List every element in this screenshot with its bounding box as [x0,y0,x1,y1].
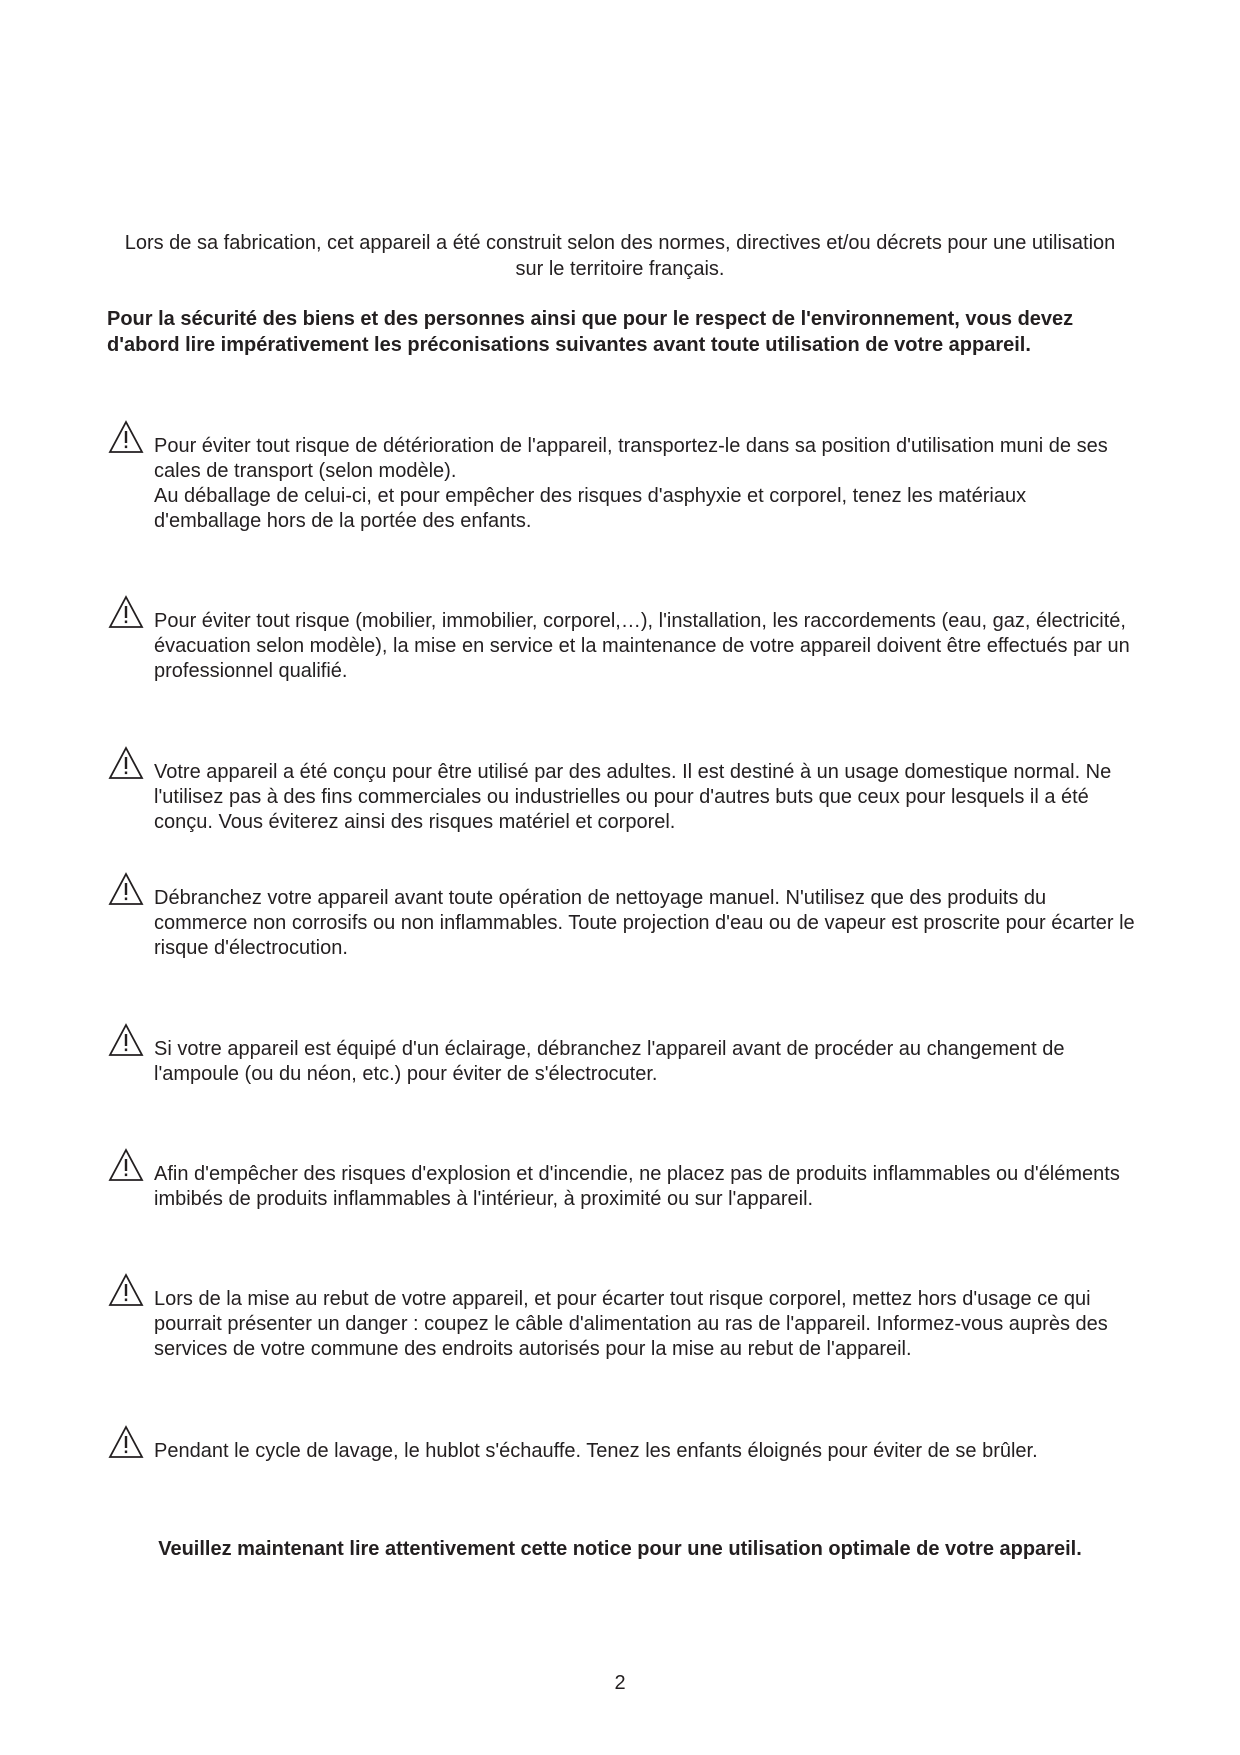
warning-item [108,1287,1138,1362]
warning-item [108,886,1138,961]
safety-intro-text: Pour la sécurité des biens et des personnes ainsi que pour le respect de l'environnement, vous devez d'abord lire impérativement les préconisations suivantes avant toute utilisation de votre appareil. [107,308,1074,356]
warning-paragraph: Afin d'empêcher des risques d'explosion et d'incendie, ne placez pas de produits inflammables ou d'éléments imbibés de produits inflammables à l'intérieur, à proximité ou sur l'appareil. [154,1163,1120,1210]
intro-text: Lors de sa fabrication, cet appareil a été construit selon des normes, directives et/ou décrets pour une utilisation sur le territoire français. [124,232,1116,280]
warning-triangle-icon [108,1023,144,1057]
warning-item [108,1037,1138,1087]
warning-paragraph: Lors de la mise au rebut de votre appareil, et pour écarter tout risque corporel, mettez hors d'usage ce qui pourrait présenter un danger : coupez le câble d'alimentation au ras de l'appareil. Informez-vous auprès des services de votre commune des endroits autorisés pour la mise au rebut de l'appareil. [154,1288,1108,1360]
warning-triangle-icon [108,420,144,454]
warning-triangle-icon [108,872,144,906]
warning-paragraph: Pendant le cycle de lavage, le hublot s'échauffe. Tenez les enfants éloignés pour éviter de se brûler. [154,1440,1038,1462]
warning-paragraph: Pour éviter tout risque (mobilier, immobilier, corporel,…), l'installation, les raccordements (eau, gaz, électricité, évacuation selon modèle), la mise en service et la maintenance de votre appareil doivent être effectués par un professionnel qualifié. [154,610,1130,682]
page-number: 2 [614,1672,626,1694]
warning-item [108,1162,1138,1212]
warning-paragraph: Pour éviter tout risque de détérioration de l'appareil, transportez-le dans sa position d'utilisation muni de ses cales de transport (selon modèle). [154,435,1108,482]
warning-paragraph: Débranchez votre appareil avant toute opération de nettoyage manuel. N'utilisez que des produits du commerce non corrosifs ou non inflammables. Toute projection d'eau ou de vapeur est proscrite pour écarter le risque d'électrocution. [154,887,1135,959]
warning-paragraph: Au déballage de celui-ci, et pour empêcher des risques d'asphyxie et corporel, tenez les matériaux d'emballage hors de la portée des enfants. [154,485,1027,532]
warning-triangle-icon [108,1425,144,1459]
warning-paragraph: Votre appareil a été conçu pour être utilisé par des adultes. Il est destiné à un usage domestique normal. Ne l'utilisez pas à des fins commerciales ou industrielles ou pour d'autres buts que ceux pour lesquels il a été conçu. Vous éviterez ainsi des risques matériel et corporel. [154,761,1112,833]
warning-paragraph: Si votre appareil est équipé d'un éclairage, débranchez l'appareil avant de procéder au changement de l'ampoule (ou du néon, etc.) pour éviter de s'électrocuter. [154,1038,1065,1085]
warning-triangle-icon [108,1273,144,1307]
warning-item [108,609,1138,684]
warning-triangle-icon [108,746,144,780]
warning-triangle-icon [108,1148,144,1182]
warning-item [108,760,1138,835]
closing-text: Veuillez maintenant lire attentivement cette notice pour une utilisation optimale de votre appareil. [158,1538,1082,1560]
warning-item [108,1439,1138,1464]
warning-item [108,434,1138,534]
warning-triangle-icon [108,595,144,629]
